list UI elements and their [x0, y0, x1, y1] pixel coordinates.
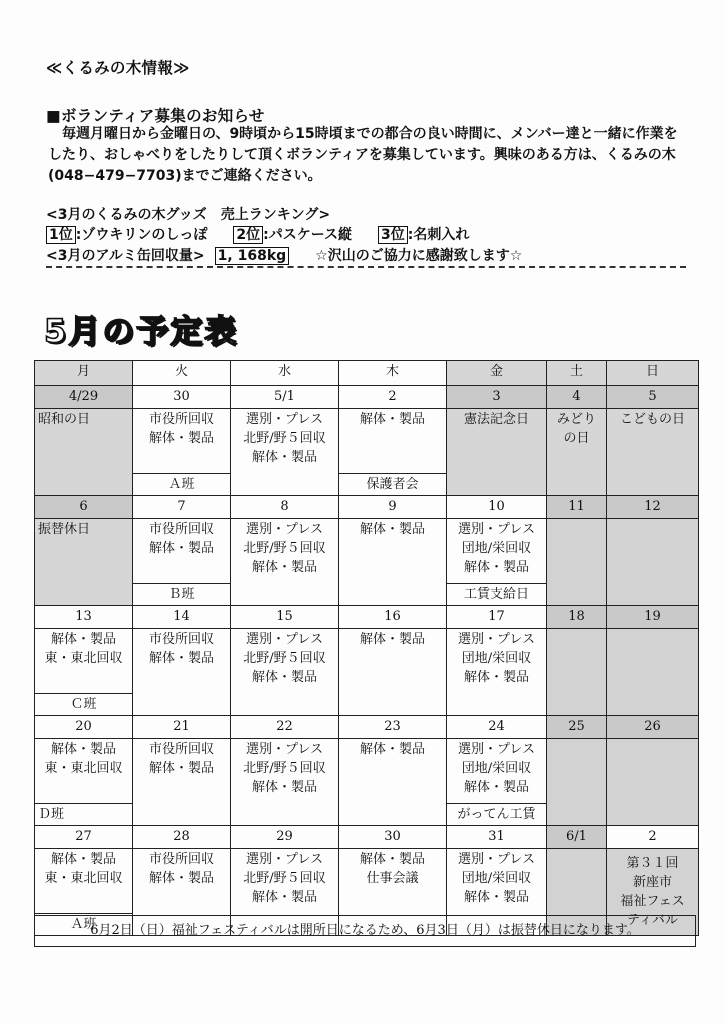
date-cell: 16 — [339, 606, 447, 629]
group-label: Ａ班 — [35, 914, 133, 936]
day-event: 昭和の日 — [35, 409, 133, 496]
day-event-empty — [547, 739, 607, 826]
weekday-sun: 日 — [607, 361, 699, 386]
calendar-table — [34, 360, 699, 936]
date-cell: 21 — [133, 716, 231, 739]
day-event: 解体・製品 東・東北回収 — [35, 629, 133, 694]
date-cell: 6 — [35, 496, 133, 519]
date-cell: 5/1 — [231, 386, 339, 409]
section-title: ≪くるみの木情報≫ — [46, 59, 190, 77]
group-label: Ａ班 — [133, 474, 231, 496]
week1-body — [35, 409, 699, 474]
day-event: みどり の日 — [547, 409, 607, 496]
date-cell: 2 — [339, 386, 447, 409]
day-event: 選別・プレス 団地/栄回収 解体・製品 — [447, 849, 547, 936]
date-cell: 11 — [547, 496, 607, 519]
day-event: 選別・プレス 北野/野５回収 解体・製品 — [231, 519, 339, 606]
date-cell: 27 — [35, 826, 133, 849]
week4-body — [35, 739, 699, 804]
week2-body — [35, 519, 699, 584]
weekday-mon: 月 — [35, 361, 133, 386]
day-event: 解体・製品 — [339, 409, 447, 474]
date-cell: 13 — [35, 606, 133, 629]
day-event: 解体・製品 — [339, 739, 447, 826]
week2-dates — [35, 496, 699, 519]
date-cell: 4 — [547, 386, 607, 409]
date-cell: 6/1 — [547, 826, 607, 849]
date-cell: 28 — [133, 826, 231, 849]
date-cell: 29 — [231, 826, 339, 849]
date-cell: 9 — [339, 496, 447, 519]
day-event: 第３１回 新座市 福祉フェス ティバル — [607, 849, 699, 936]
date-cell: 3 — [447, 386, 547, 409]
week5-body — [35, 849, 699, 914]
weekday-wed: 水 — [231, 361, 339, 386]
date-cell: 30 — [133, 386, 231, 409]
date-cell: 23 — [339, 716, 447, 739]
volunteer-body: 毎週月曜日から金曜日の、9時頃から15時頃までの都合の良い時間に、メンバー達と一緒に作業をしたり、おしゃべりをしたりして頂くボランティアを募集しています。興味のある方は、くるみの木(048−479−7703)までご連絡ください。 — [48, 126, 678, 184]
day-event: 市役所回収 解体・製品 — [133, 519, 231, 584]
group-label: Ｄ班 — [35, 804, 133, 826]
can-collection — [46, 245, 522, 265]
week4-dates — [35, 716, 699, 739]
date-cell: 25 — [547, 716, 607, 739]
date-cell: 30 — [339, 826, 447, 849]
date-cell: 10 — [447, 496, 547, 519]
date-cell: 17 — [447, 606, 547, 629]
week3-body — [35, 629, 699, 694]
day-event: 選別・プレス 北野/野５回収 解体・製品 — [231, 849, 339, 936]
date-cell: 4/29 — [35, 386, 133, 409]
day-event: 解体・製品 東・東北回収 — [35, 739, 133, 804]
footer-note: 6月2日（日）福祉フェスティバルは開所日になるため、6月3日（月）は振替休日になります。 — [34, 915, 696, 947]
date-cell: 31 — [447, 826, 547, 849]
volunteer-heading: ■ボランティア募集のお知らせ — [46, 107, 265, 125]
weekday-thu: 木 — [339, 361, 447, 386]
date-cell: 24 — [447, 716, 547, 739]
event-note: 保護者会 — [339, 474, 447, 496]
group-label: Ｃ班 — [35, 694, 133, 716]
day-event: 選別・プレス 北野/野５回収 解体・製品 — [231, 629, 339, 716]
date-cell: 2 — [607, 826, 699, 849]
date-cell: 22 — [231, 716, 339, 739]
event-note: 工賃支給日 — [447, 584, 547, 606]
date-cell: 20 — [35, 716, 133, 739]
day-event: 憲法記念日 — [447, 409, 547, 496]
day-event: 選別・プレス 団地/栄回収 解体・製品 — [447, 629, 547, 716]
date-cell: 7 — [133, 496, 231, 519]
rank-1-item: :ゾウキリンのしっぽ — [75, 227, 208, 243]
day-event: 振替休日 — [35, 519, 133, 606]
weekday-fri: 金 — [447, 361, 547, 386]
day-event: 市役所回収 解体・製品 — [133, 739, 231, 826]
day-event-empty — [607, 739, 699, 826]
divider — [46, 266, 686, 268]
day-event: 解体・製品 — [339, 519, 447, 606]
date-cell: 19 — [607, 606, 699, 629]
rank-2-item: :パスケース縦 — [263, 227, 353, 243]
week5-dates — [35, 826, 699, 849]
weekday-sat: 土 — [547, 361, 607, 386]
rank-2-label: 2位 — [233, 226, 263, 244]
date-cell: 14 — [133, 606, 231, 629]
week3-dates — [35, 606, 699, 629]
day-event: 選別・プレス 北野/野５回収 解体・製品 — [231, 739, 339, 826]
date-cell: 26 — [607, 716, 699, 739]
week1-dates — [35, 386, 699, 409]
day-event-empty — [547, 629, 607, 716]
weekday-tue: 火 — [133, 361, 231, 386]
rank-3-label: 3位 — [378, 226, 408, 244]
day-event: 解体・製品 東・東北回収 — [35, 849, 133, 914]
group-label: Ｂ班 — [133, 584, 231, 606]
day-event: こどもの日 — [607, 409, 699, 496]
ranking-list — [46, 224, 469, 244]
can-title: <3月のアルミ缶回収量> — [46, 248, 205, 264]
event-note: がってん工賃 — [447, 804, 547, 826]
rank-3-item: :名刺入れ — [407, 227, 470, 243]
date-cell: 5 — [607, 386, 699, 409]
date-cell: 15 — [231, 606, 339, 629]
date-cell: 18 — [547, 606, 607, 629]
schedule-title: 5月の予定表 — [44, 312, 239, 350]
date-cell: 12 — [607, 496, 699, 519]
thanks-text: ☆沢山のご協力に感謝致します☆ — [315, 248, 523, 264]
day-event: 解体・製品 — [339, 629, 447, 716]
day-event-empty — [607, 629, 699, 716]
ranking-title: <3月のくるみの木グッズ 売上ランキング> — [46, 207, 331, 223]
day-event: 市役所回収 解体・製品 — [133, 849, 231, 936]
day-event: 市役所回収 解体・製品 — [133, 629, 231, 716]
can-value: 1, 168kg — [215, 247, 290, 265]
day-event: 市役所回収 解体・製品 — [133, 409, 231, 474]
day-event: 解体・製品 仕事会議 — [339, 849, 447, 936]
date-cell: 8 — [231, 496, 339, 519]
weekday-header-row — [35, 361, 699, 386]
rank-1-label: 1位 — [46, 226, 76, 244]
day-event-empty — [607, 519, 699, 606]
day-event: 選別・プレス 団地/栄回収 解体・製品 — [447, 519, 547, 584]
day-event-empty — [547, 519, 607, 606]
day-event: 選別・プレス 北野/野５回収 解体・製品 — [231, 409, 339, 496]
day-event: 選別・プレス 団地/栄回収 解体・製品 — [447, 739, 547, 804]
